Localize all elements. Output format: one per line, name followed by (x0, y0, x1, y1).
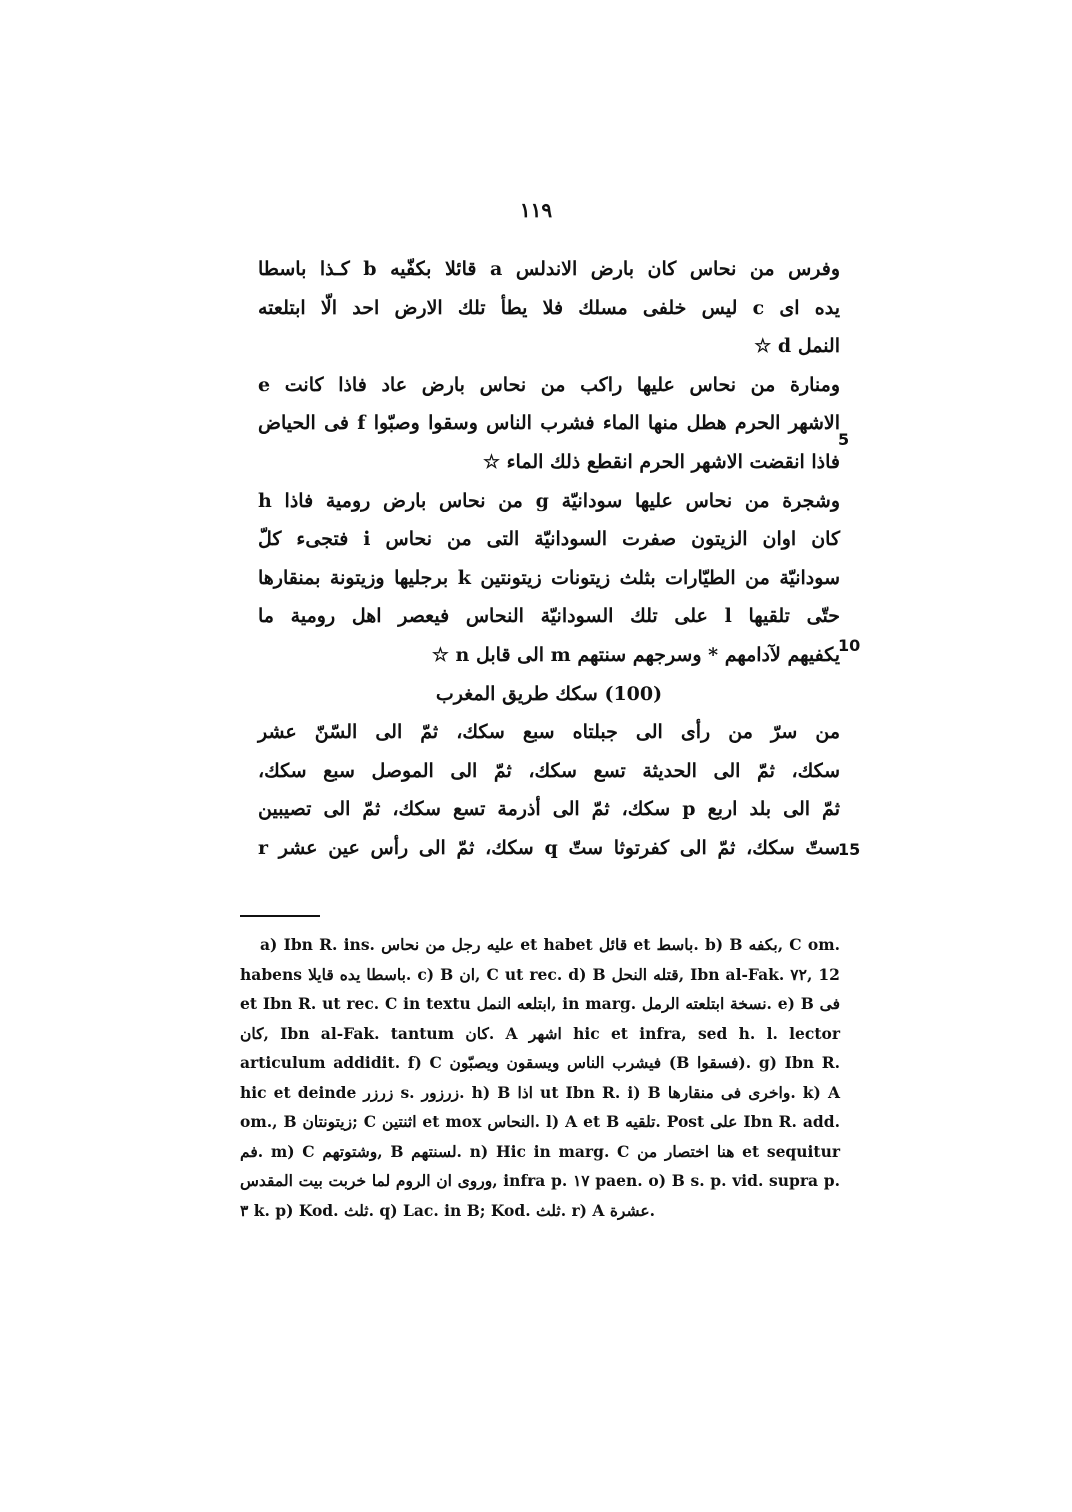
margin-line-number: 5 (838, 430, 850, 449)
margin-line-number: 10 (838, 636, 861, 655)
text-line: سكك، ثمّ الى الحديثة تسع سكك، ثمّ الى الموصل سبع سكك، (258, 759, 840, 782)
main-text (258, 250, 840, 868)
text-line: يده اى c ليس خلفى مسلك فلا يطأ تلك الارض احد الّا ابتلعته (258, 296, 840, 319)
text-line: وشجرة من نحاس عليها سودانيّة g من نحاس بارض رومية فاذا h (258, 489, 841, 512)
footnote-apparatus: a) Ibn R. ins. عليه رجل من نحاس et habet قائل et باسط. b) B بكفه, C om. habens باسطا يده قايلا. c) B ان, C ut rec. d) B قتله النحل, Ibn al-Fak. ٧٢, 12 et Ibn R. ut rec. C in textu ابتلعه النمل, in marg. نسخة ابتلعته الرمل. e) B فى كان, Ibn al-Fak. tantum كان. A اشهر hic et infra, sed h. l. lector articulum addidit. f) C فيشرب الناس ويسقون ويصبّون (B فسقوا). g) Ibn R. hic et deinde زرزر s. زرزور. h) B اذا ut Ibn R. i) B واخرى فى منقارها. k) A om., B زيتونتان; C اثنتين et mox النحاس. l) A et B تلقيه. Post على Ibn R. add. فم. m) C وشتوتهم, B لسنتهم. n) Hic in marg. C هنا اختصار من et sequitur وروى ان الروم لما خربت بيت المقدس, infra p. ١٧ paen. o) B s. p. vid. supra p. ٣ k. p) Kod. ثلث. q) Lac. in B; Kod. ثلث. r) A عشرة. (240, 935, 841, 1220)
text-line: ومنارة من نحاس عليها راكب من نحاس بارض عاد فاذا كانت e (258, 373, 840, 396)
text-line: ستّ سكك، ثمّ الى كفرتوثا ستّ q سكك، ثمّ الى رأس عين عشر r (258, 836, 841, 859)
margin-line-number: 15 (838, 840, 861, 859)
text-line: من سرّ من رأى الى جبلتاه سبع سكك، ثمّ الى السّنّ عشر (258, 721, 840, 744)
text-line: حتّى تلقيها l على تلك السودانيّة النحاس فيعصر اهل رومية ما (258, 605, 840, 628)
section-heading: (100) سكك طريق المغرب (435, 682, 663, 705)
text-line: كان اوان الزيتون صفرت السودانيّة التى من نحاس i فتجىء كلّ (258, 528, 840, 551)
text-line: النمل d ☆ (754, 335, 840, 358)
page-number: ١١٩ (519, 198, 553, 222)
text-line: يكفيهم لآدامهم * وسرجهم سنتهم m الى قابل n ☆ (431, 643, 840, 666)
footnote-rule (240, 915, 320, 917)
footnotes (240, 930, 840, 1225)
text-line: وفرس من نحاس كان بارض الاندلس a قائلا بكفّيه b كـذا باسطا (258, 258, 840, 280)
text-line: ثمّ الى بلد اربع p سكك، ثمّ الى أذرمة تسع سكك، ثمّ الى تصيبين (258, 798, 840, 821)
text-line: سودانيّة من الطيّارات بثلث زيتونات زيتونتين k برجليها وزيتونة بمنقارها (258, 566, 840, 589)
text-line: الاشهر الحرم هطل منها الماء فشرب الناس وسقوا وصبّوا f فى الحياض (258, 412, 840, 435)
text-line: فاذا انقضت الاشهر الحرم انقطع ذلك الماء ☆ (482, 450, 840, 473)
